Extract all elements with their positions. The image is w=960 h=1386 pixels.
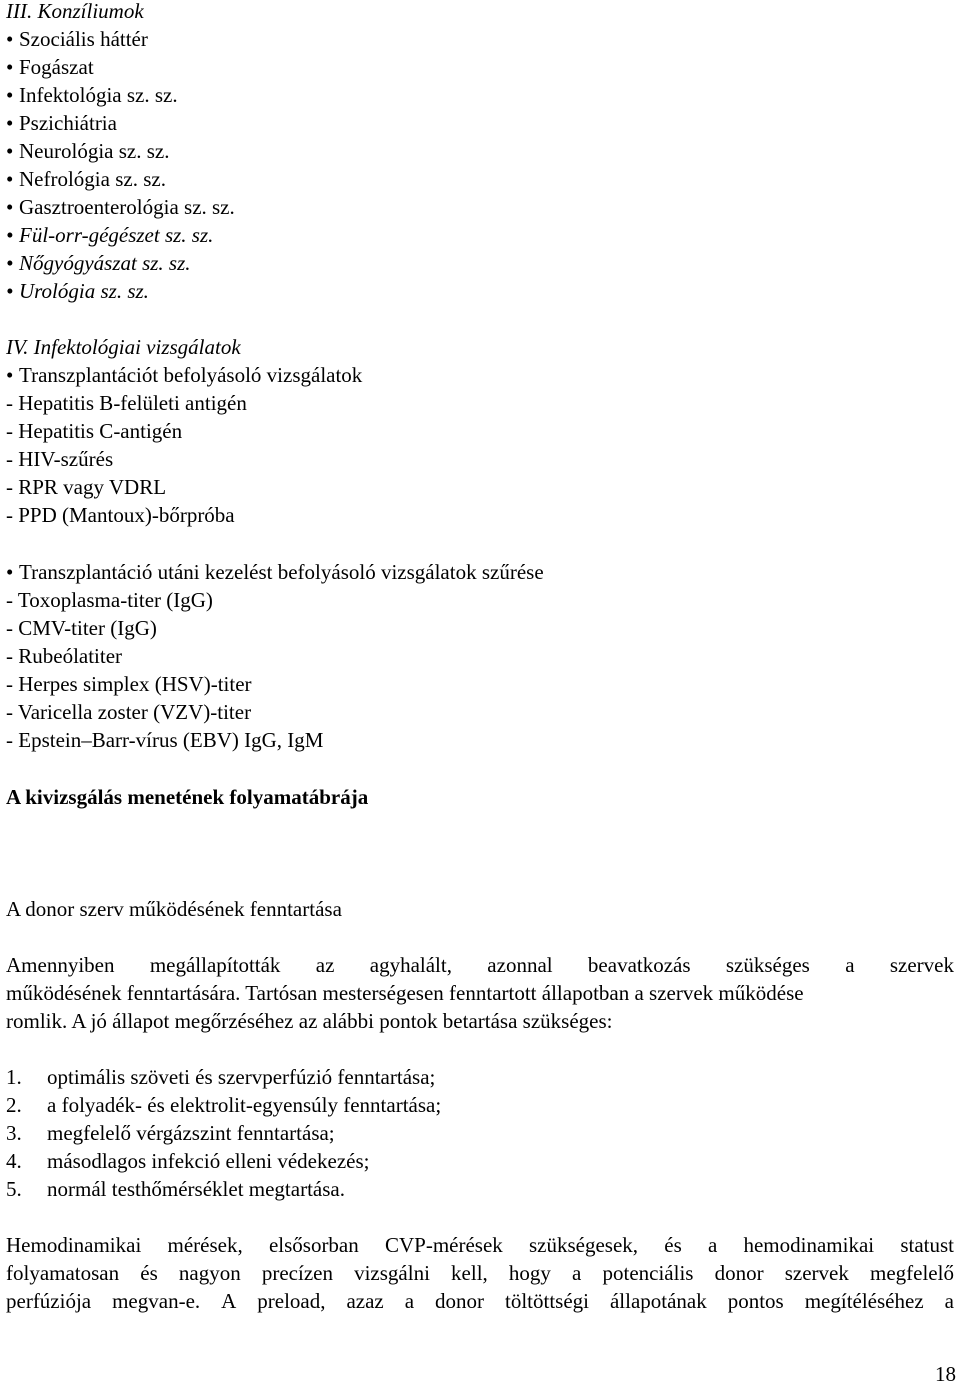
bullet-icon: • [6,195,14,219]
paragraph-line: romlik. A jó állapot megőrzéséhez az alábbi pontok betartása szükséges: [6,1009,613,1033]
numbered-item: 5. normál testhőmérséklet megtartása. [6,1177,345,1201]
paragraph-line: Amennyiben megállapították az agyhalált, azonnal beavatkozás szükséges a szervek [6,953,954,977]
numbered-item: 3. megfelelő vérgázszint fenntartása; [6,1121,335,1145]
list-item: • Nőgyógyászat sz. sz. [6,251,191,275]
page-number: 18 [935,1362,956,1386]
paragraph-line: Hemodinamikai mérések, elsősorban CVP-mérések szükségesek, és a hemodinamikai statust [6,1233,954,1257]
list-item: • Infektológia sz. sz. [6,83,178,107]
list-item: • Nefrológia sz. sz. [6,167,166,191]
list-item: • Fül-orr-gégészet sz. sz. [6,223,214,247]
list-item: - CMV-titer (IgG) [6,616,157,640]
bullet-icon: • [6,279,14,303]
bullet-icon: • [6,27,14,51]
section-heading-infektologiai: IV. Infektológiai vizsgálatok [6,335,241,359]
bullet-icon: • [6,139,14,163]
bullet-icon: • [6,223,14,247]
section-heading-konzilium: III. Konzíliumok [6,0,144,23]
list-item: - Hepatitis C-antigén [6,419,183,443]
bullet-icon: • [6,560,14,584]
bullet-icon: • [6,55,14,79]
bullet-icon: • [6,111,14,135]
flowchart-heading: A kivizsgálás menetének folyamatábrája [6,785,369,809]
group-title-transzplantacio-utani: • Transzplantáció utáni kezelést befolyásoló vizsgálatok szűrése [6,560,544,584]
list-item: • Szociális háttér [6,27,148,51]
list-item: • Gasztroenterológia sz. sz. [6,195,235,219]
group-title-transzplantaciot: • Transzplantációt befolyásoló vizsgálatok [6,363,363,387]
bullet-icon: • [6,251,14,275]
list-item: - Toxoplasma-titer (IgG) [6,588,213,612]
numbered-item: 1. optimális szöveti és szervperfúzió fenntartása; [6,1065,436,1089]
bullet-icon: • [6,83,14,107]
list-item: - HIV-szűrés [6,447,114,471]
list-item: • Neurológia sz. sz. [6,139,170,163]
list-item: - Epstein–Barr-vírus (EBV) IgG, IgM [6,728,324,752]
list-item: - Hepatitis B-felületi antigén [6,391,247,415]
paragraph-line: folyamatosan és nagyon precízen vizsgálni kell, hogy a potenciális donor szervek megfelelő [6,1261,954,1285]
numbered-item: 2. a folyadék- és elektrolit-egyensúly fenntartása; [6,1093,442,1117]
numbered-item: 4. másodlagos infekció elleni védekezés; [6,1149,370,1173]
paragraph-line: perfúziója megvan-e. A preload, azaz a donor töltöttségi állapotának pontos megítéléséhez a [6,1289,954,1313]
list-item: - Herpes simplex (HSV)-titer [6,672,252,696]
list-item: - Varicella zoster (VZV)-titer [6,700,252,724]
list-item: - Rubeólatiter [6,644,123,668]
list-item: • Urológia sz. sz. [6,279,149,303]
list-item: • Fogászat [6,55,94,79]
list-item: • Pszichiátria [6,111,117,135]
bullet-icon: • [6,363,14,387]
list-item: - RPR vagy VDRL [6,475,167,499]
paragraph-line: működésének fenntartására. Tartósan mesterségesen fenntartott állapotban a szervek működése [6,981,804,1005]
donor-heading: A donor szerv működésének fenntartása [6,897,342,921]
list-item: - PPD (Mantoux)-bőrpróba [6,503,235,527]
bullet-icon: • [6,167,14,191]
